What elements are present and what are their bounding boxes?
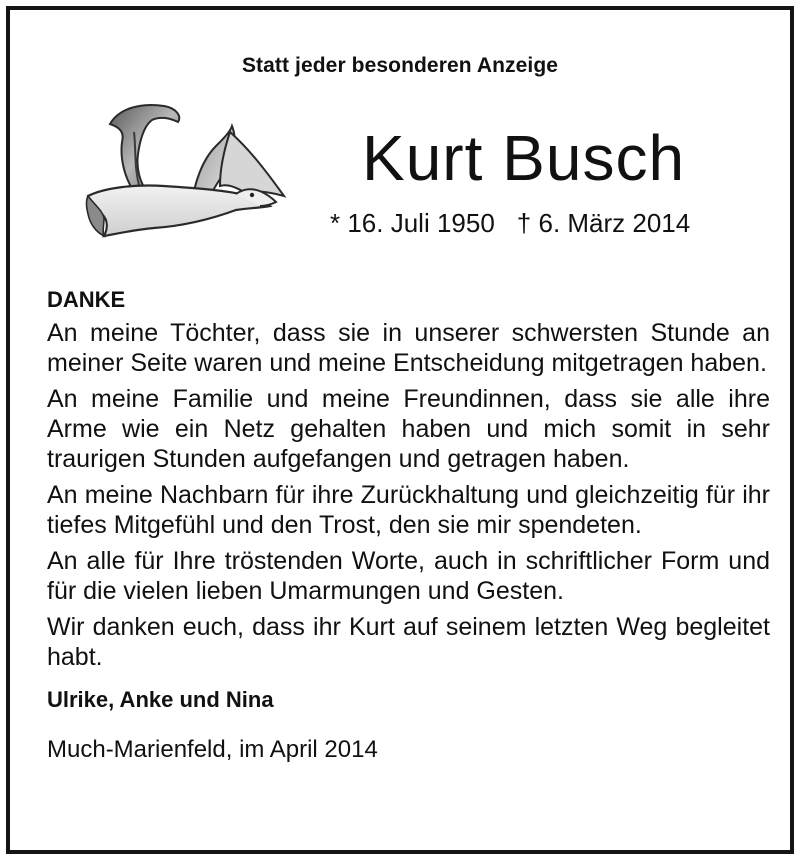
thanks-paragraph: An alle für Ihre tröstenden Worte, auch in schriftlicher Form und für die vielen lieben Umarmungen und Gesten. xyxy=(47,547,770,605)
deceased-name: Kurt Busch xyxy=(362,122,686,194)
death-date: † 6. März 2014 xyxy=(516,208,691,238)
thanks-paragraph: An meine Nachbarn für ihre Zurückhaltung und gleichzeitig für ihr tiefes Mitgefühl und den Trost, den sie mir spendeten. xyxy=(47,481,770,539)
thanks-heading: DANKE xyxy=(47,287,126,312)
dove-icon xyxy=(74,92,296,242)
header-note: Statt jeder besonderen Anzeige xyxy=(241,54,559,77)
place-date: Much-Marienfeld, im April 2014 xyxy=(47,736,378,763)
thanks-paragraph: An meine Töchter, dass sie in unserer schwersten Stunde an meiner Seite waren und meine Entscheidung mitgetragen haben. xyxy=(47,319,770,377)
thanks-paragraph: Wir danken euch, dass ihr Kurt auf seinem letzten Weg begleitet habt. xyxy=(47,613,770,671)
life-dates xyxy=(330,210,690,236)
birth-date: * 16. Juli 1950 xyxy=(330,208,495,238)
signature: Ulrike, Anke und Nina xyxy=(47,687,274,712)
thanks-paragraph: An meine Familie und meine Freundinnen, dass sie alle ihre Arme wie ein Netz gehalten haben und mich somit in sehr traurigen Stunden aufgefangen und getragen haben. xyxy=(47,385,770,473)
notice-body xyxy=(47,286,770,764)
